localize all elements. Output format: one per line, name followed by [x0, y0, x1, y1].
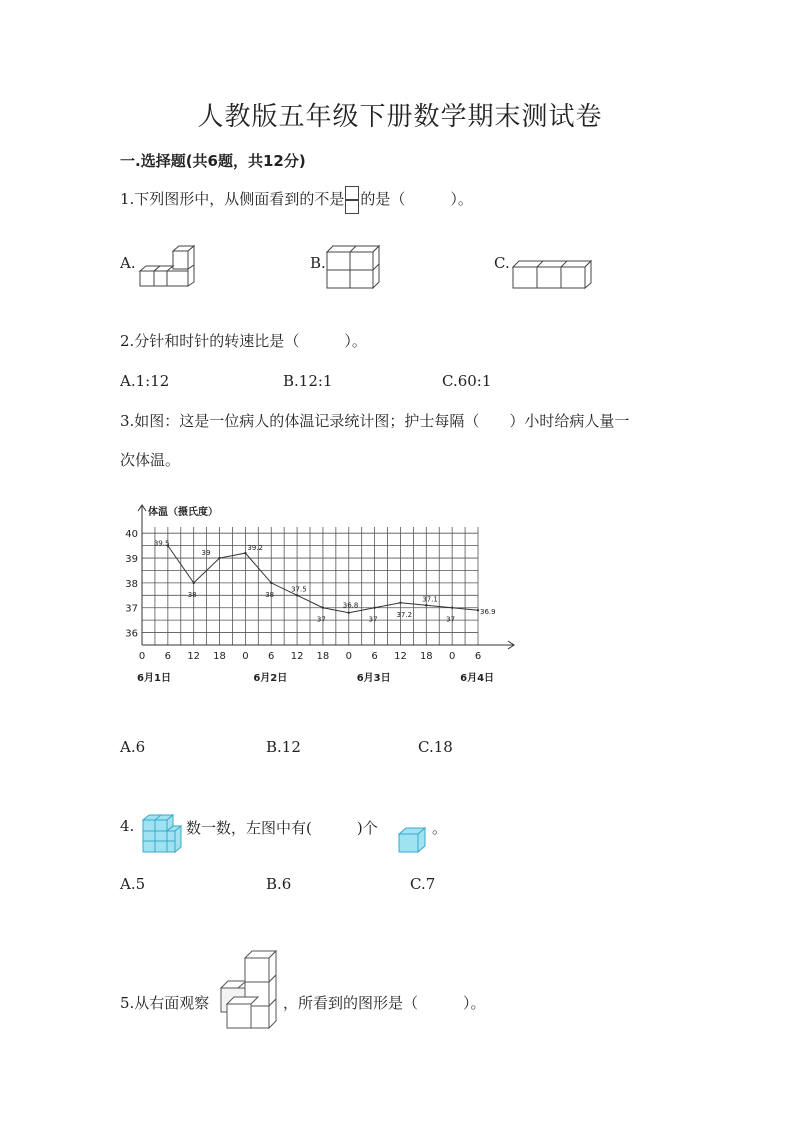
data-label: 38 — [187, 590, 197, 599]
question-5-text-before: 5.从右面观察 — [120, 994, 210, 1012]
y-tick-label: 38 — [125, 578, 138, 590]
x-tick-label: 6 — [371, 651, 378, 662]
data-point — [348, 612, 350, 614]
data-point — [373, 607, 375, 609]
question-1-text-before: 1.下列图形中，从侧面看到的不是 — [120, 190, 345, 208]
section-heading: 一.选择题(共6题，共12分) — [120, 152, 306, 170]
q3-option-c: C.18 — [418, 738, 453, 756]
x-tick-label: 18 — [213, 651, 226, 662]
data-point — [192, 582, 194, 584]
question-4-number: 4. — [120, 817, 135, 835]
q1-option-a-figure — [137, 245, 195, 289]
data-label: 39.2 — [247, 544, 263, 553]
question-2: 2.分针和时针的转速比是（ ）。 — [120, 332, 367, 350]
data-label: 39 — [201, 549, 211, 558]
x-tick-label: 18 — [419, 651, 433, 662]
data-label: 37.1 — [422, 595, 438, 604]
q2-option-a: A.1:12 — [120, 372, 170, 390]
data-point — [477, 609, 479, 611]
data-point — [399, 602, 401, 604]
data-point — [451, 607, 453, 609]
q5-cube-stack-figure — [218, 950, 280, 1030]
y-tick-label: 40 — [125, 529, 138, 541]
question-4-end: 。 — [432, 819, 448, 837]
x-tick-label: 12 — [290, 651, 304, 662]
day-label: 6月4日 — [460, 673, 495, 684]
data-label: 37 — [316, 615, 326, 624]
y-tick-label: 36 — [125, 628, 138, 640]
y-tick-label: 37 — [125, 603, 138, 615]
x-tick-label: 6 — [474, 651, 482, 662]
question-1 — [120, 186, 473, 214]
data-point — [296, 594, 298, 596]
question-3-line-1: 3.如图：这是一位病人的体温记录统计图；护士每隔（ ）小时给病人量一 — [120, 412, 630, 430]
day-label: 6月1日 — [137, 673, 171, 684]
y-axis-label: 体温（摄氏度） — [148, 507, 218, 518]
y-tick-label: 39 — [125, 554, 138, 566]
q4-option-a: A.5 — [120, 875, 146, 893]
data-label: 37.5 — [291, 585, 307, 594]
data-point — [425, 604, 427, 606]
q4-option-b: B.6 — [266, 875, 292, 893]
temperature-line-chart — [120, 497, 520, 697]
x-tick-label: 0 — [138, 651, 146, 662]
data-label: 36.9 — [480, 608, 496, 617]
data-label: 37.2 — [396, 610, 413, 619]
x-tick-label: 0 — [242, 651, 249, 662]
q4-option-c: C.7 — [410, 875, 436, 893]
q3-option-b: B.12 — [266, 738, 301, 756]
q4-cube-stack-figure — [138, 812, 186, 856]
day-label: 6月2日 — [253, 673, 288, 684]
x-tick-label: 0 — [448, 651, 456, 662]
q1-option-a-label: A. — [120, 254, 136, 272]
question-3-line-2: 次体温。 — [120, 451, 181, 469]
two-stacked-squares-icon — [345, 186, 359, 214]
data-point — [270, 582, 272, 584]
single-blue-cube-icon — [396, 826, 428, 854]
question-4-text: 数一数，左图中有( )个 — [186, 819, 378, 837]
data-label: 39.5 — [153, 539, 170, 548]
x-tick-label: 12 — [187, 651, 201, 662]
data-label: 37 — [446, 615, 456, 624]
data-point — [218, 557, 220, 559]
q2-option-b: B.12:1 — [283, 372, 333, 390]
x-tick-label: 12 — [394, 651, 407, 662]
data-label: 38 — [265, 590, 275, 599]
question-1-text-after: 的是（ ）。 — [360, 190, 473, 208]
question-5-text-after: ，所看到的图形是（ ）。 — [283, 994, 486, 1012]
q1-option-c-figure — [510, 258, 594, 290]
q1-option-b-figure — [325, 245, 381, 289]
q1-option-c-label: C. — [494, 254, 510, 272]
day-label: 6月3日 — [356, 673, 391, 684]
data-label: 36.8 — [342, 601, 359, 610]
data-point — [244, 552, 246, 554]
x-tick-label: 6 — [164, 651, 172, 662]
data-label: 37 — [368, 615, 378, 624]
q3-option-a: A.6 — [120, 738, 146, 756]
x-tick-label: 6 — [268, 651, 275, 662]
page-title: 人教版五年级下册数学期末测试卷 — [197, 102, 603, 132]
x-tick-label: 0 — [345, 651, 352, 662]
q2-option-c: C.60:1 — [442, 372, 492, 390]
x-tick-label: 18 — [316, 651, 330, 662]
data-point — [322, 607, 324, 609]
q1-option-b-label: B. — [310, 254, 326, 272]
